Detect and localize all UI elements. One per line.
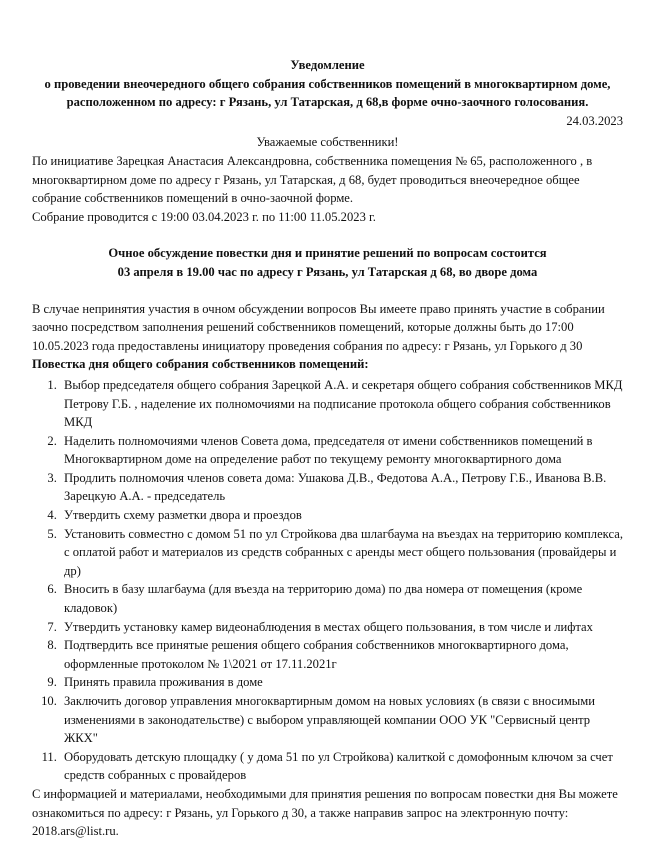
contact-paragraph: С информацией и материалами, необходимыми для принятия решения по вопросам повестки дня Вы можете ознакомиться по адресу: г Рязань, ул Горького д 30, а также направив запрос на электронную почту: 2018.ars@list.ru.: [32, 786, 618, 839]
agenda-item: 1. Выбор председателя общего собрания Зарецкой А.А. и секретаря общего собрания собственников МКД Петрову Г.Б. , наделение их полномочиями на подписание протокола общего собрания собственников МКД: [60, 376, 623, 432]
agenda-item: 9. Принять правила проживания в доме: [60, 673, 623, 692]
absentee-paragraph: В случае непринятия участия в очном обсуждении вопросов Вы имеете право принять участие в собрании заочно посредством заполнения решений собственников помещений, которые должны быть до 17:00 10.05.2023 года предоставлены инициатору проведения собрания по адресу: г Рязань, ул Горького д 30: [32, 301, 605, 353]
agenda-item: 6. Вносить в базу шлагбаума (для въезда на территорию дома) по два номера от помещения (кроме кладовок): [60, 580, 623, 617]
agenda-item: 3. Продлить полномочия членов совета дома: Ушакова Д.В., Федотова А.А., Петрову Г.Б., Иванова В.В. Зарецкую А.А. - председатель: [60, 469, 623, 506]
intro-paragraph: По инициативе Зарецкая Анастасия Александровна, собственника помещения № 65, расположенного , в многоквартирном доме по адресу г Рязань, ул Татарская, д 68, будет проводиться внеочередное общее собрание собственников помещений в очно-заочной форме.: [32, 153, 593, 206]
agenda-item: 10. Заключить договор управления многоквартирным домом на новых условиях (в связи с вносимыми изменениями в законодательстве) с выбором управляющей компании ООО УК "Сервисный центр ЖКХ": [60, 692, 623, 748]
notice-date: 24.03.2023: [566, 113, 623, 128]
notice-subtitle-line2: расположенном по адресу: г Рязань, ул Татарская, д 68,в форме очно-заочного голосования.: [66, 95, 589, 110]
notice-title: Уведомление: [290, 58, 365, 72]
meeting-info-line2: 03 апреля в 19.00 час по адресу г Рязань, ул Татарская д 68, во дворе дома: [117, 264, 538, 279]
agenda-item: 8. Подтвердить все принятые решения общего собрания собственников многоквартирного дома, оформленные протоколом № 1\2021 от 17.11.2021г: [60, 636, 623, 673]
meeting-period: Собрание проводится с 19:00 03.04.2023 г. по 11:00 11.05.2023 г.: [32, 209, 376, 224]
agenda-item: 2. Наделить полномочиями членов Совета дома, председателя от имени собственников помещений в Многоквартирном доме на определение работ по текущему ремонту многоквартирного дома: [60, 432, 623, 469]
meeting-info-line1: Очное обсуждение повестки дня и принятие решений по вопросам состоится: [108, 246, 547, 261]
notice-document: [32, 56, 623, 841]
notice-subtitle-line1: о проведении внеочередного общего собрания собственников помещений в многоквартирном доме,: [44, 76, 611, 91]
agenda-list: [32, 376, 623, 785]
agenda-item: 5. Установить совместно с домом 51 по ул Стройкова два шлагбаума на въездах на территорию комплекса, с оплатой работ и материалов из средств собранных с аренды мест общего пользования (провайдеры и др): [60, 525, 623, 581]
greeting: Уважаемые собственники!: [256, 135, 399, 150]
agenda-heading: Повестка дня общего собрания собственников помещений:: [32, 357, 369, 372]
agenda-item: 4. Утвердить схему разметки двора и проездов: [60, 506, 623, 525]
agenda-item: 11. Оборудовать детскую площадку ( у дома 51 по ул Стройкова) калиткой с домофонным ключом за счет средств собранных с провайдеров: [60, 748, 623, 785]
agenda-item: 7. Утвердить установку камер видеонаблюдения в местах общего пользования, в том числе и лифтах: [60, 618, 623, 637]
